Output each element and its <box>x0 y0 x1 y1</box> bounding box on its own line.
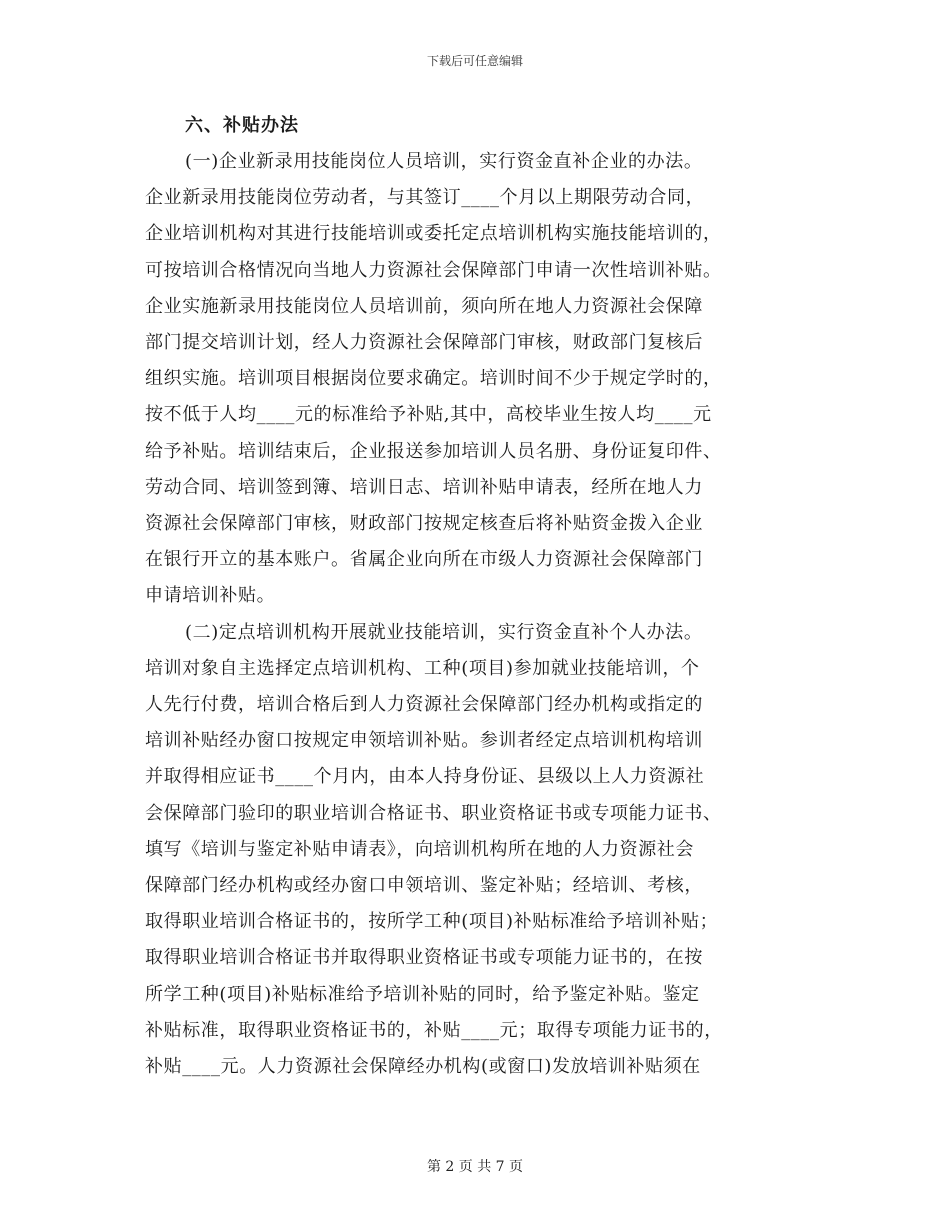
document-body <box>145 108 805 1085</box>
text-line: 部门提交培训计划，经人力资源社会保障部门审核，财政部门复核后 <box>145 332 703 354</box>
text-line: 培训补贴经办窗口按规定申领培训补贴。参训者经定点培训机构培训 <box>145 730 703 752</box>
text-line: 给予补贴。培训结束后，企业报送参加培训人员名册、身份证复印件、 <box>145 440 722 462</box>
text-line: 补贴标准，取得职业资格证书的，补贴____元；取得专项能力证书的， <box>145 1019 723 1041</box>
text-line: 企业实施新录用技能岗位人员培训前，须向所在地人力资源社会保障 <box>145 295 703 317</box>
section-heading: 六、补贴办法 <box>185 115 299 136</box>
text-line: 按不低于人均____元的标准给予补贴,其中，高校毕业生按人均____元 <box>145 404 712 426</box>
page-header-note: 下载后可任意编辑 <box>426 54 523 68</box>
text-line: 人先行付费，培训合格后到人力资源社会保障部门经办机构或指定的 <box>145 694 703 716</box>
text-line: 并取得相应证书____个月内，由本人持身份证、县级以上人力资源社 <box>145 766 705 788</box>
text-line: 补贴____元。人力资源社会保障经办机构(或窗口)发放培训补贴须在 <box>145 1056 701 1078</box>
text-line: 会保障部门验印的职业培训合格证书、职业资格证书或专项能力证书、 <box>145 802 722 824</box>
text-line: 企业培训机构对其进行技能培训或委托定点培训机构实施技能培训的， <box>145 223 722 245</box>
text-line: 所学工种(项目)补贴标准给予培训补贴的同时，给予鉴定补贴。鉴定 <box>145 983 700 1005</box>
text-line: 可按培训合格情况向当地人力资源社会保障部门申请一次性培训补贴。 <box>145 259 722 281</box>
text-line: 企业新录用技能岗位劳动者，与其签订____个月以上期限劳动合同， <box>145 187 705 209</box>
text-line: 取得职业培训合格证书并取得职业资格证书或专项能力证书的，在按 <box>145 947 703 969</box>
text-line: 培训对象自主选择定点培训机构、工种(项目)参加就业技能培训，个 <box>145 657 700 679</box>
text-line: 申请培训补贴。 <box>145 585 276 607</box>
text-line: 填写《培训与鉴定补贴申请表》，向培训机构所在地的人力资源社会 <box>145 838 694 860</box>
text-line: 在银行开立的基本账户。省属企业向所在市级人力资源社会保障部门 <box>145 549 703 571</box>
text-line: (一)企业新录用技能岗位人员培训，实行资金直补企业的办法。 <box>185 151 703 172</box>
text-line: 组织实施。培训项目根据岗位要求确定。培训时间不少于规定学时的， <box>145 368 722 390</box>
page-number: 第 2 页 共 7 页 <box>426 1159 524 1175</box>
text-line: 保障部门经办机构或经办窗口申领培训、鉴定补贴；经培训、考核， <box>145 875 703 897</box>
text-line: (二)定点培训机构开展就业技能培训，实行资金直补个人办法。 <box>185 621 703 643</box>
paragraph-lines <box>145 144 805 1085</box>
text-line: 劳动合同、培训签到簿、培训日志、培训补贴申请表，经所在地人力 <box>145 476 703 498</box>
text-line: 取得职业培训合格证书的，按所学工种(项目)补贴标准给予培训补贴； <box>145 911 719 933</box>
text-line: 资源社会保障部门审核，财政部门按规定核查后将补贴资金拨入企业 <box>145 513 703 535</box>
